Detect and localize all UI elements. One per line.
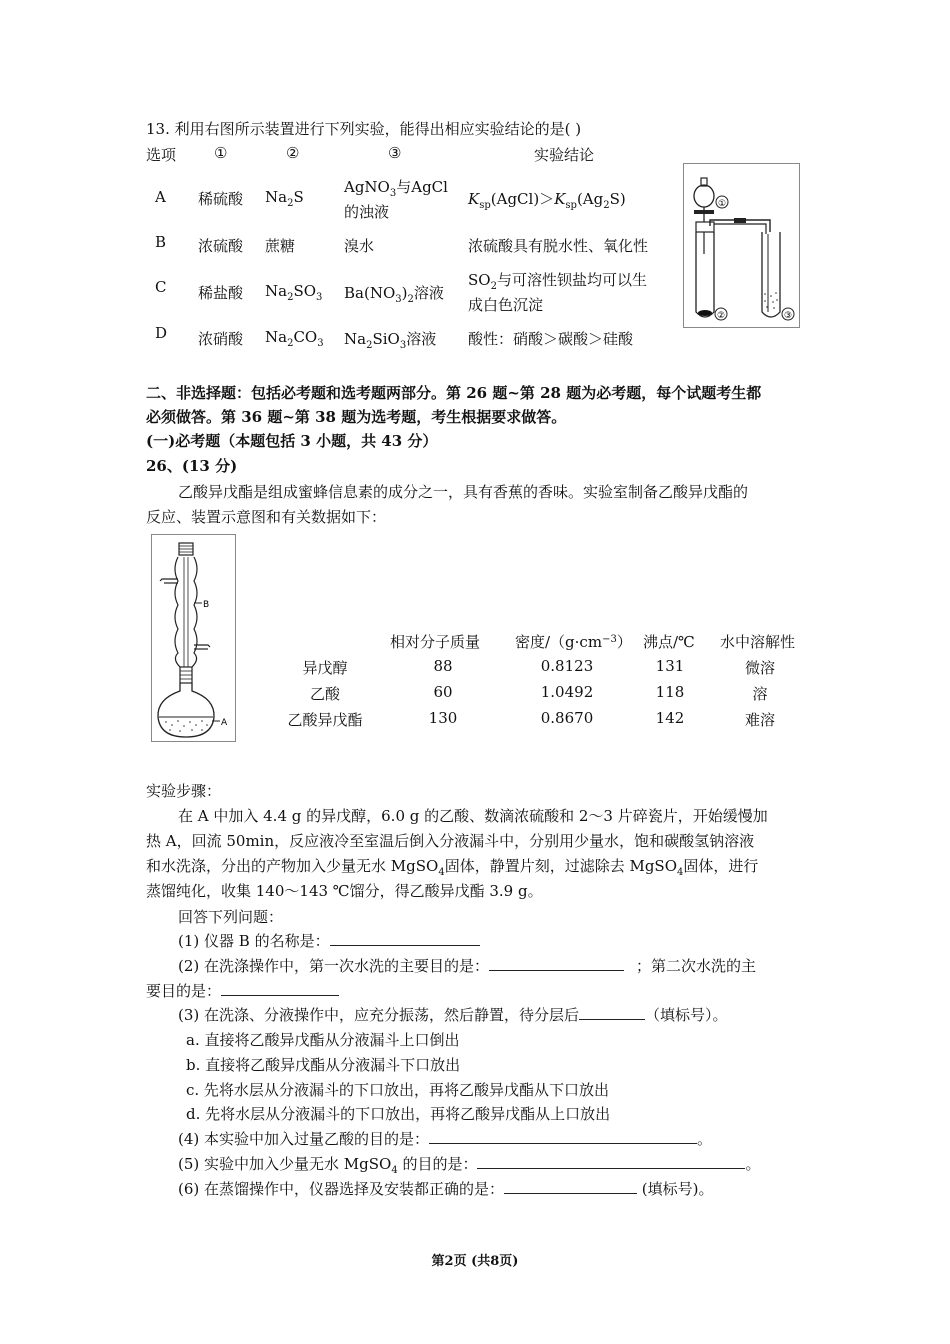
cell-density: 0.8670 [540,709,594,727]
row-conclusion: $K_{sp}(AgCl)>K_{sp}(Ag_2S)$ [468,190,626,211]
col-solubility: 水中溶解性 [720,633,796,651]
apparatus-drawing [684,164,799,327]
cell-bp: 142 [655,709,685,727]
row-reagent3: 溴水 [344,237,375,255]
col-boiling-point: 沸点/℃ [643,633,695,651]
row-reagent3-line1: AgNO$_3$与AgCl [344,178,448,199]
q3-option-d: d. 先将水层从分液漏斗的下口放出，再将乙酸异戊酯从上口放出 [186,1105,611,1123]
answer-blank-2a[interactable] [489,956,624,971]
q26-title: 26、(13 分) [146,457,238,475]
row-reagent2: 蔗糖 [265,237,296,255]
question-2-cont: 要目的是： [146,980,339,1001]
q3-option-b: b. 直接将乙酸异戊酯从分液漏斗下口放出 [186,1056,461,1074]
row-reagent1: 浓硝酸 [198,330,244,348]
label-b: B [203,600,210,610]
q13-apparatus-figure [683,163,800,328]
row-option: C [155,278,167,296]
row-reagent3-line2: 的浊液 [344,203,390,221]
label-3: ③ [783,311,793,321]
steps-line2: 热 A，回流 50min，反应液冷至室温后倒入分液漏斗中，分别用少量水，饱和碳酸氢钠溶液 [146,832,755,850]
cell-bp: 118 [655,683,685,701]
header-col3: ③ [388,144,402,162]
steps-line1: 在 A 中加入 4.4 g 的异戊醇，6.0 g 的乙酸、数滴浓硫酸和 2～3 片碎瓷片，开始缓慢加 [178,807,768,825]
row-conclusion-line2: 成白色沉淀 [468,296,544,314]
steps-line3: 和水洗涤，分出的产物加入少量无水 MgSO$_4$固体，静置片刻，过滤除去 MgSO$_4$固体，进行 [146,857,759,878]
reflux-apparatus-figure [151,534,236,742]
page-footer: 第2页 (共8页) [431,1254,519,1269]
question-5: (5) 实验中加入少量无水 MgSO$_4$ 的目的是： 。 [178,1155,761,1176]
col-molar-mass: 相对分子质量 [390,633,481,651]
reflux-drawing [152,535,235,741]
cell-name: 乙酸 [309,685,340,703]
q3-option-c: c. 先将水层从分液漏斗的下口放出，再将乙酸异戊酯从下口放出 [186,1081,609,1099]
question-4: (4) 本实验中加入过量乙酸的目的是： 。 [178,1130,713,1148]
cell-solubility: 难溶 [744,711,775,729]
answer-blank-6[interactable] [504,1179,637,1194]
cell-mass: 130 [428,709,458,727]
label-2: ② [716,311,726,321]
cell-density: 0.8123 [540,657,594,675]
question-6: (6) 在蒸馏操作中，仪器选择及安装都正确的是： (填标号)。 [178,1180,714,1198]
header-col1: ① [214,144,228,162]
cell-name: 异戊醇 [302,659,348,677]
steps-title: 实验步骤： [146,782,222,800]
answer-blank-5[interactable] [477,1154,745,1169]
questions-intro: 回答下列问题： [178,908,284,926]
cell-mass: 88 [433,657,453,675]
row-reagent3: $Ba(NO_3)_2$溶液 [344,284,444,305]
q26-intro-line1: 乙酸异戊酯是组成蜜蜂信息素的成分之一，具有香蕉的香味。实验室制备乙酸异戊酯的 [178,483,749,501]
answer-blank-1[interactable] [330,931,480,946]
row-reagent1: 稀盐酸 [198,284,244,302]
cell-solubility: 溶 [752,685,768,703]
row-conclusion-line1: $SO_2$与可溶性钡盐均可以生 [468,271,647,292]
row-option: B [155,233,167,251]
header-conclusion: 实验结论 [534,146,595,164]
header-option: 选项 [146,146,177,164]
cell-density: 1.0492 [540,683,594,701]
row-conclusion: 浓硫酸具有脱水性、氧化性 [468,237,649,255]
question-2: (2) 在洗涤操作中，第一次水洗的主要目的是： ；第二次水洗的主 [178,957,757,975]
row-reagent1: 浓硫酸 [198,237,244,255]
row-reagent2: $Na_2S$ [265,188,304,209]
section2-line2: 必须做答。第 36 题~第 38 题为选考题，考生根据要求做答。 [146,408,567,426]
row-conclusion: 酸性：硝酸＞碳酸＞硅酸 [468,330,634,348]
row-option: D [155,324,168,342]
part1-heading: (一)必考题（本题包括 3 小题，共 43 分） [146,432,438,450]
question-3: (3) 在洗涤、分液操作中，应充分振荡，然后静置，待分层后 （填标号）。 [178,1006,728,1024]
row-option: A [155,188,166,206]
row-reagent1: 稀硫酸 [198,190,244,208]
section2-line1: 二、非选择题：包括必考题和选考题两部分。第 26 题~第 28 题为必考题，每个试题考生都 [146,384,762,402]
cell-solubility: 微溶 [744,659,775,677]
col-density: 密度$/(g\cdot cm^{-3})$ [515,633,632,651]
row-reagent3: $Na_2SiO_3$溶液 [344,330,437,351]
cell-bp: 131 [655,657,685,675]
q26-intro-line2: 反应、装置示意图和有关数据如下： [146,508,387,526]
label-a: A [221,718,228,728]
answer-blank-4[interactable] [429,1129,697,1144]
row-reagent2: $Na_2SO_3$ [265,282,323,303]
cell-name: 乙酸异戊酯 [287,711,363,729]
question-1: (1) 仪器 B 的名称是： [178,930,480,951]
answer-blank-2b[interactable] [221,981,339,996]
header-col2: ② [286,144,300,162]
cell-mass: 60 [433,683,453,701]
answer-blank-3[interactable] [579,1005,645,1020]
label-1: ① [717,199,727,209]
q13-stem: 13. 利用右图所示装置进行下列实验，能得出相应实验结论的是( ) [146,120,582,138]
steps-line4: 蒸馏纯化，收集 140～143 ℃馏分，得乙酸异戊酯 3.9 g。 [146,882,543,900]
row-reagent2: $Na_2CO_3$ [265,328,324,349]
q3-option-a: a. 直接将乙酸异戊酯从分液漏斗上口倒出 [186,1031,460,1049]
